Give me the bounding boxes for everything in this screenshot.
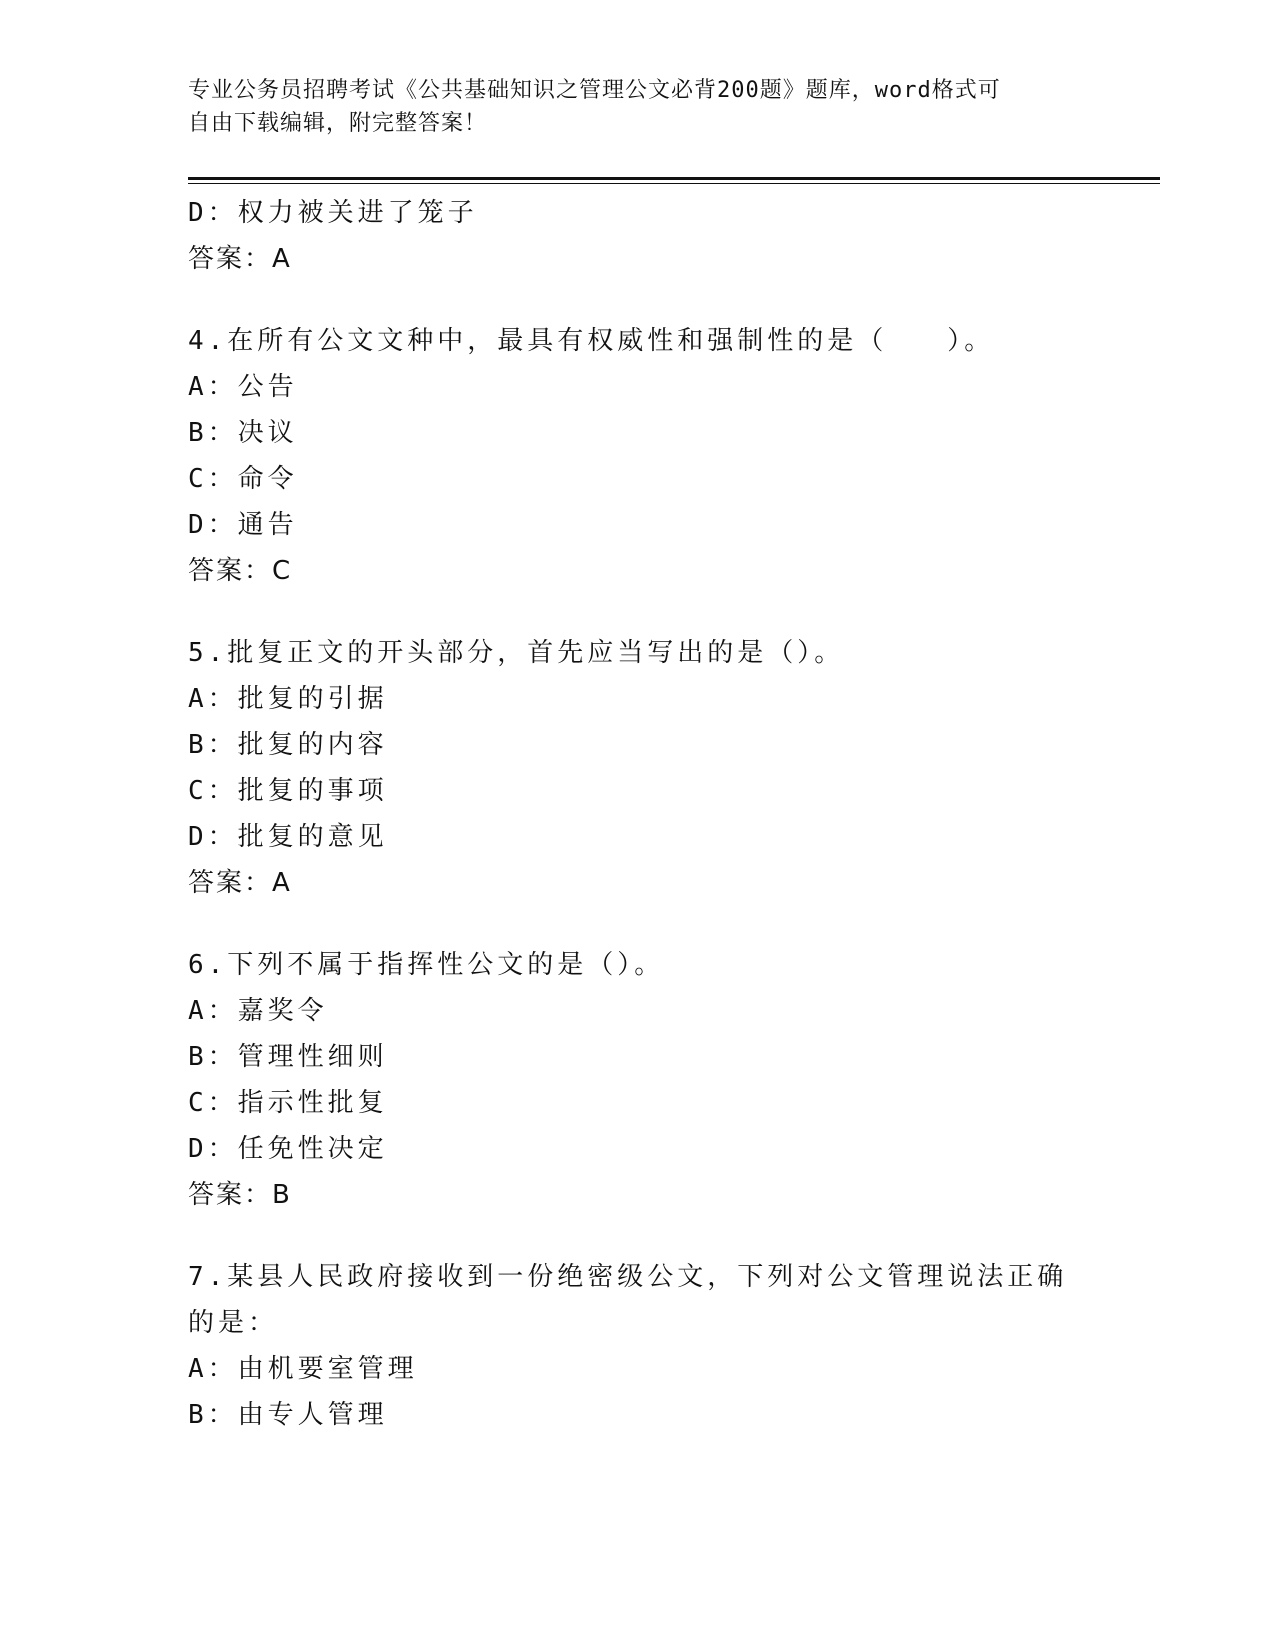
answer: 答案：A [188,868,292,898]
question-text: 5.批复正文的开头部分，首先应当写出的是（）。 [188,638,845,668]
document-header [188,74,1068,140]
option-a: A：公告 [188,372,298,402]
option-d: D：通告 [188,510,298,540]
question-list [188,190,1068,1438]
option-a: A：批复的引据 [188,684,388,714]
option-a: A：嘉奖令 [188,996,328,1026]
question-text: 6.下列不属于指挥性公文的是（）。 [188,950,665,980]
option-d: D：权力被关进了笼子 [188,198,478,228]
option-b: B：决议 [188,418,298,448]
answer: 答案：C [188,556,293,586]
option-b: B：管理性细则 [188,1042,388,1072]
header-divider-thick [188,177,1160,180]
option-a: A：由机要室管理 [188,1354,418,1384]
question-text: 7.某县人民政府接收到一份绝密级公文，下列对公文管理说法正确的是： [188,1262,1068,1338]
option-c: C：指示性批复 [188,1088,388,1118]
option-c: C：批复的事项 [188,776,388,806]
question-7 [188,1254,1068,1438]
answer: 答案：B [188,1180,292,1210]
header-line-1: 专业公务员招聘考试《公共基础知识之管理公文必背200题》题库，word格式可 [188,78,1001,103]
previous-question-tail [188,190,1068,282]
question-5 [188,630,1068,906]
question-6 [188,942,1068,1218]
header-divider-thin [188,183,1160,184]
header-line-2: 自由下载编辑，附完整答案！ [188,111,488,136]
option-d: D：批复的意见 [188,822,388,852]
option-c: C：命令 [188,464,298,494]
question-text: 4.在所有公文文种中，最具有权威性和强制性的是（ ）。 [188,326,995,356]
question-4 [188,318,1068,594]
option-b: B：由专人管理 [188,1400,388,1430]
option-b: B：批复的内容 [188,730,388,760]
option-d: D：任免性决定 [188,1134,388,1164]
answer: 答案：A [188,244,292,274]
